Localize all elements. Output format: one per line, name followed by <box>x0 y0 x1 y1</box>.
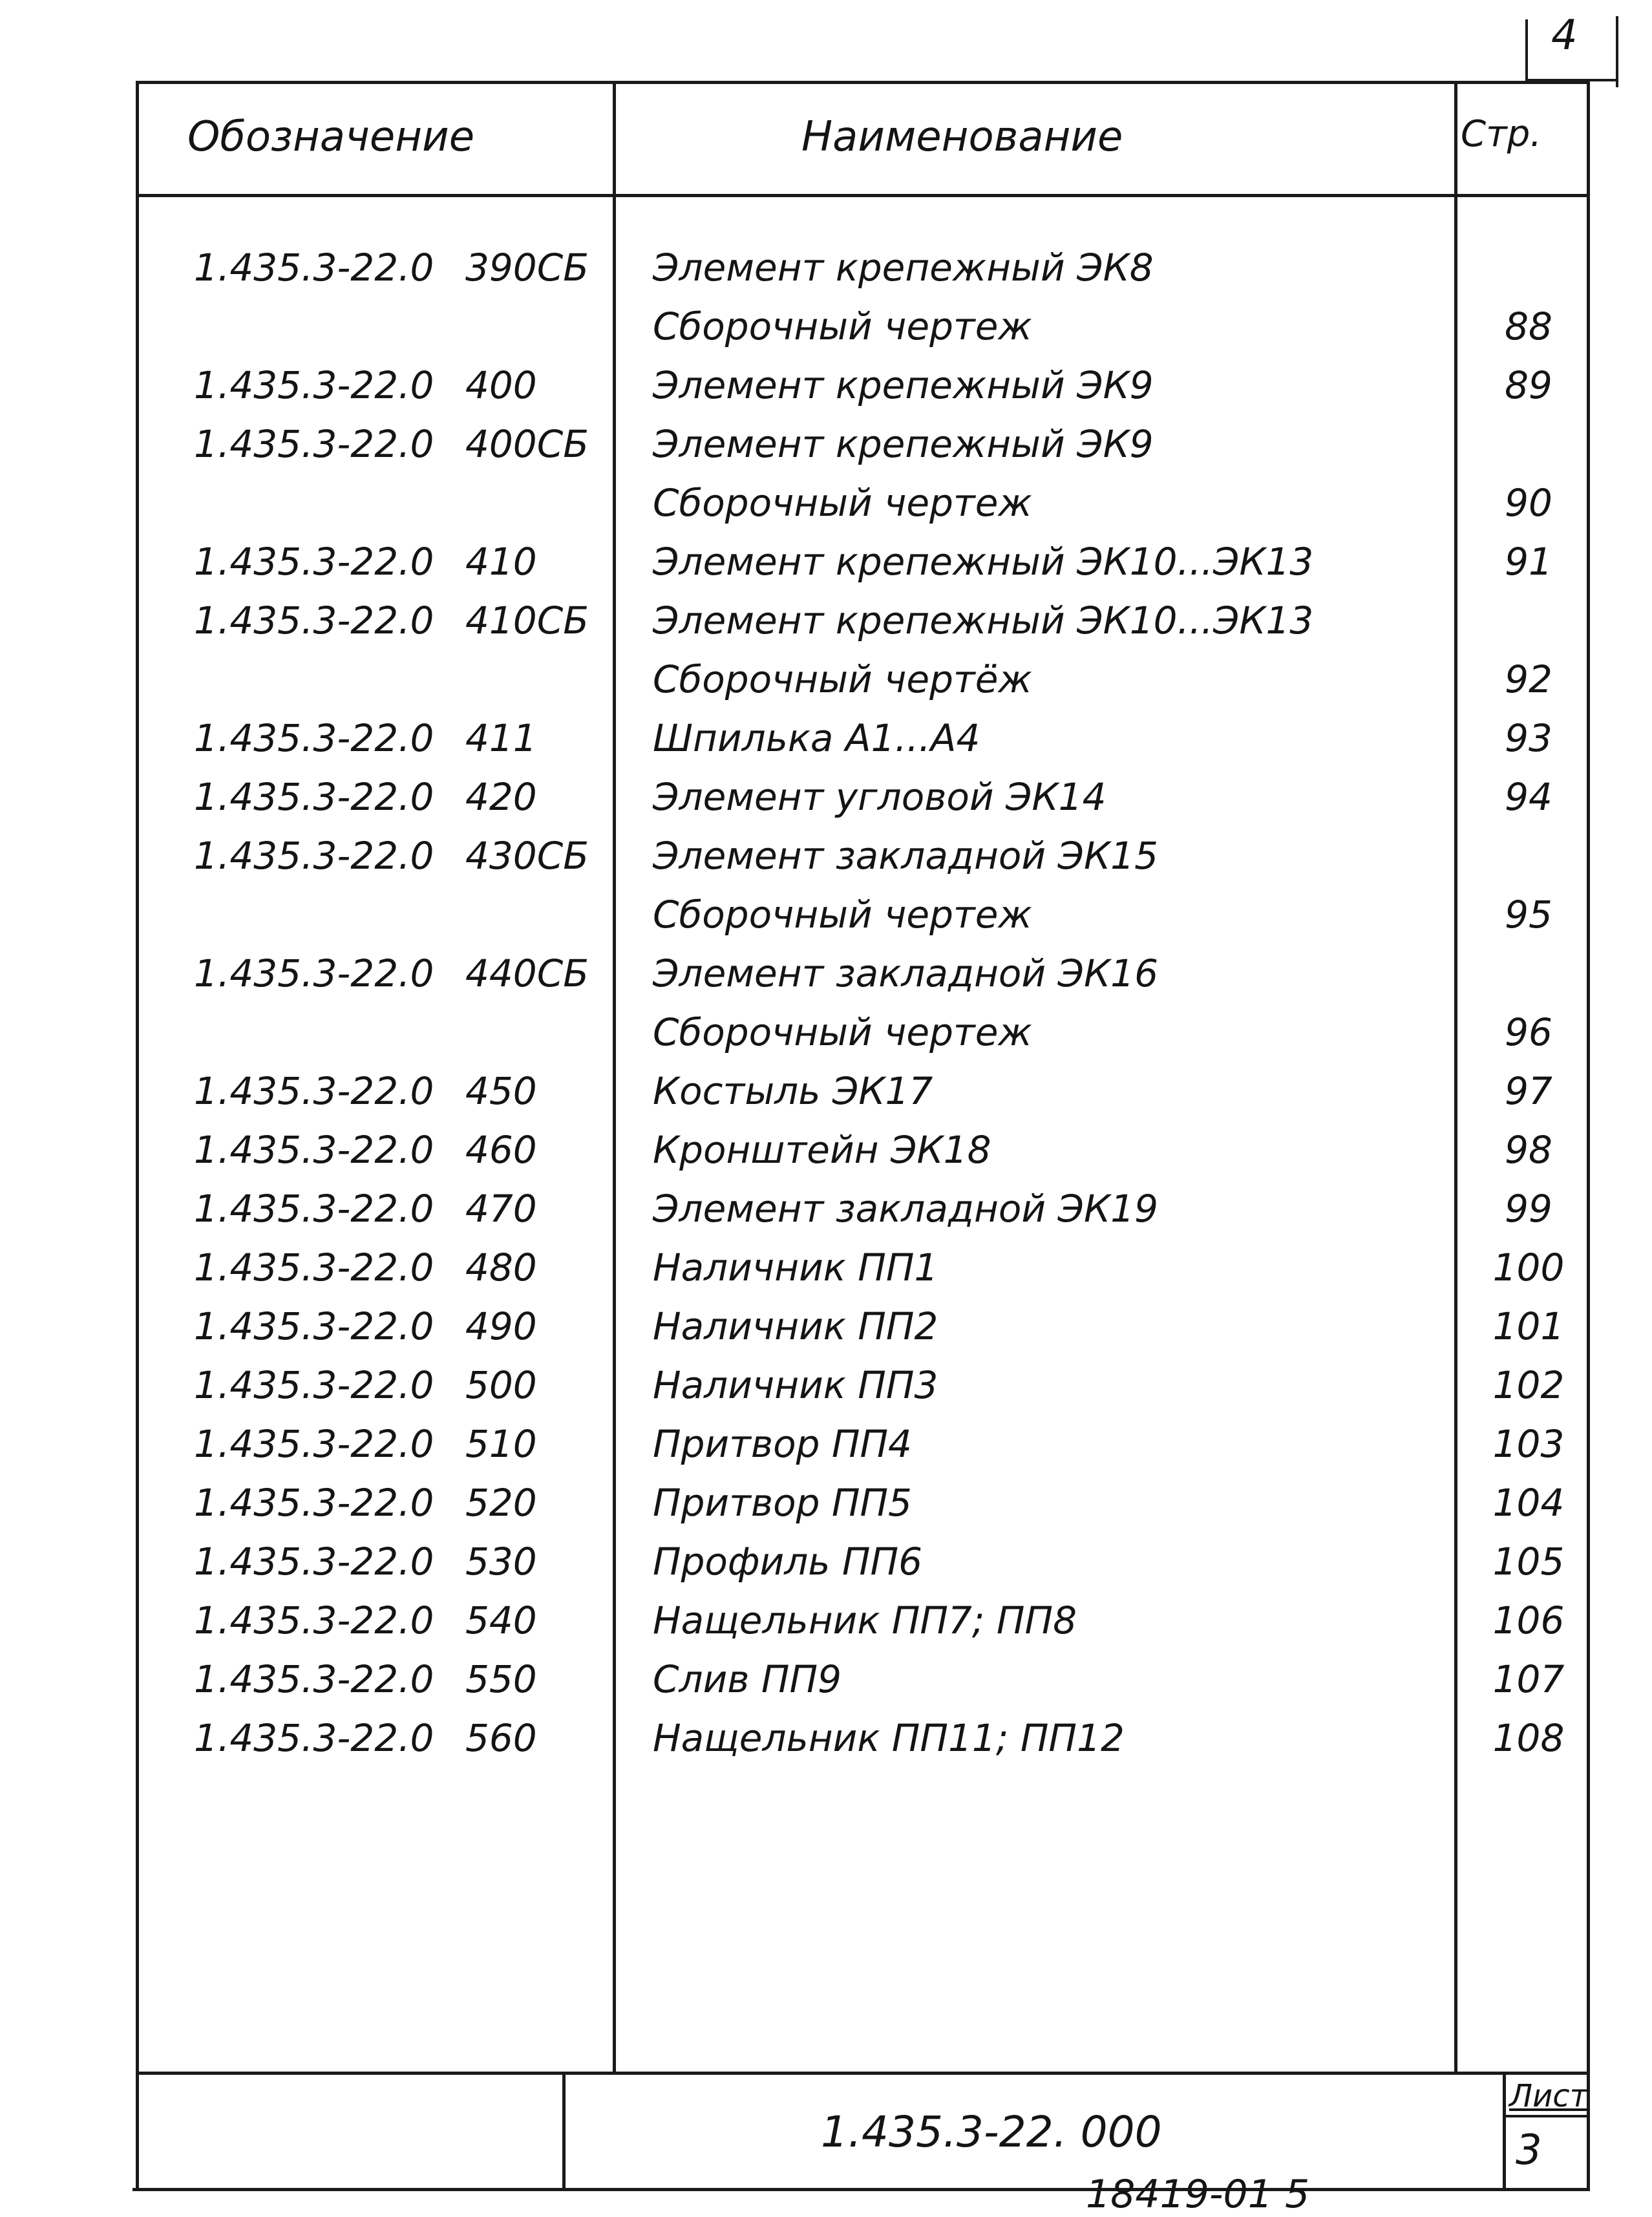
row-name: Притвор ПП4 <box>653 1422 912 1466</box>
row-name: Элемент крепежный ЭК10...ЭК13 <box>653 540 1314 584</box>
row-name: Профиль ПП6 <box>653 1540 923 1584</box>
row-designation-number: 470 <box>465 1187 537 1231</box>
row-name: Элемент закладной ЭК15 <box>653 834 1158 878</box>
row-designation-number: 510 <box>465 1422 537 1466</box>
row-page: 95 <box>1505 893 1552 937</box>
row-name: Элемент закладной ЭК16 <box>653 951 1158 995</box>
row-name: Слив ПП9 <box>653 1657 842 1701</box>
row-page: 100 <box>1492 1246 1565 1289</box>
row-designation-number: 400 <box>465 363 537 407</box>
row-page: 90 <box>1505 481 1552 525</box>
row-name: Наличник ПП2 <box>653 1304 938 1348</box>
row-name: Сборочный чертеж <box>653 481 1032 525</box>
row-designation-code: 1.435.3-22.0 <box>194 1246 434 1289</box>
row-name: Притвор ПП5 <box>653 1481 912 1525</box>
row-designation-number: 500 <box>465 1363 537 1407</box>
row-page: 107 <box>1492 1657 1565 1701</box>
header-name: Наименование <box>801 113 1123 161</box>
row-page: 88 <box>1505 304 1552 348</box>
row-designation-number: 440СБ <box>465 951 589 995</box>
row-designation-code: 1.435.3-22.0 <box>194 1657 434 1701</box>
row-designation-number: 540 <box>465 1598 537 1642</box>
row-designation-code: 1.435.3-22.0 <box>194 1069 434 1113</box>
row-designation-code: 1.435.3-22.0 <box>194 1422 434 1466</box>
row-page: 97 <box>1505 1069 1552 1113</box>
row-page: 108 <box>1492 1716 1565 1760</box>
row-designation-number: 490 <box>465 1304 537 1348</box>
row-page: 96 <box>1505 1010 1552 1054</box>
row-designation-code: 1.435.3-22.0 <box>194 599 434 642</box>
row-page: 99 <box>1505 1187 1552 1231</box>
row-designation-code: 1.435.3-22.0 <box>194 363 434 407</box>
row-designation-number: 400СБ <box>465 422 589 466</box>
row-name: Сборочный чертеж <box>653 1010 1032 1054</box>
sheet-number: 4 <box>1551 12 1578 59</box>
row-designation-code: 1.435.3-22.0 <box>194 1363 434 1407</box>
row-name: Элемент крепежный ЭК9 <box>653 422 1154 466</box>
row-page: 89 <box>1505 363 1552 407</box>
row-page: 92 <box>1505 657 1552 701</box>
row-name: Костыль ЭК17 <box>653 1069 933 1113</box>
row-designation-number: 430СБ <box>465 834 589 878</box>
row-name: Сборочный чертёж <box>653 657 1032 701</box>
row-name: Сборочный чертеж <box>653 893 1032 937</box>
header-page: Стр. <box>1461 113 1542 155</box>
row-designation-number: 480 <box>465 1246 537 1289</box>
row-designation-code: 1.435.3-22.0 <box>194 1187 434 1231</box>
row-page: 93 <box>1505 716 1552 760</box>
row-page: 104 <box>1492 1481 1565 1525</box>
row-designation-code: 1.435.3-22.0 <box>194 540 434 584</box>
row-designation-number: 460 <box>465 1128 537 1172</box>
row-name: Элемент крепежный ЭК9 <box>653 363 1154 407</box>
row-designation-code: 1.435.3-22.0 <box>194 775 434 819</box>
row-name: Нащельник ПП11; ПП12 <box>653 1716 1125 1760</box>
row-name: Элемент крепежный ЭК10...ЭК13 <box>653 599 1314 642</box>
row-designation-code: 1.435.3-22.0 <box>194 1540 434 1584</box>
row-name: Наличник ПП3 <box>653 1363 938 1407</box>
row-name: Наличник ПП1 <box>653 1246 938 1289</box>
row-designation-code: 1.435.3-22.0 <box>194 1716 434 1760</box>
row-page: 106 <box>1492 1598 1565 1642</box>
row-designation-number: 410СБ <box>465 599 589 642</box>
row-designation-code: 1.435.3-22.0 <box>194 834 434 878</box>
row-designation-number: 420 <box>465 775 537 819</box>
row-page: 103 <box>1492 1422 1565 1466</box>
row-designation-code: 1.435.3-22.0 <box>194 716 434 760</box>
row-page: 105 <box>1492 1540 1565 1584</box>
row-designation-code: 1.435.3-22.0 <box>194 246 434 290</box>
row-designation-number: 390СБ <box>465 246 589 290</box>
row-designation-code: 1.435.3-22.0 <box>194 422 434 466</box>
row-page: 98 <box>1505 1128 1552 1172</box>
row-designation-code: 1.435.3-22.0 <box>194 951 434 995</box>
row-name: Нащельник ПП7; ПП8 <box>653 1598 1077 1642</box>
header-designation: Обозначение <box>187 113 475 161</box>
row-name: Сборочный чертеж <box>653 304 1032 348</box>
archive-number: 18419-01 5 <box>1086 2172 1310 2217</box>
row-designation-number: 410 <box>465 540 537 584</box>
row-name: Элемент угловой ЭК14 <box>653 775 1107 819</box>
row-page: 102 <box>1492 1363 1565 1407</box>
row-designation-code: 1.435.3-22.0 <box>194 1304 434 1348</box>
row-designation-number: 560 <box>465 1716 537 1760</box>
row-name: Шпилька А1...А4 <box>653 716 980 760</box>
row-designation-number: 530 <box>465 1540 537 1584</box>
sheet-value: 3 <box>1516 2127 1542 2174</box>
row-name: Элемент крепежный ЭК8 <box>653 246 1154 290</box>
row-designation-number: 411 <box>465 716 537 760</box>
row-designation-code: 1.435.3-22.0 <box>194 1481 434 1525</box>
row-designation-number: 520 <box>465 1481 537 1525</box>
document-code: 1.435.3-22. 000 <box>821 2107 1162 2157</box>
row-designation-number: 450 <box>465 1069 537 1113</box>
row-page: 91 <box>1505 540 1552 584</box>
row-designation-code: 1.435.3-22.0 <box>194 1598 434 1642</box>
row-page: 94 <box>1505 775 1552 819</box>
row-page: 101 <box>1492 1304 1565 1348</box>
row-designation-code: 1.435.3-22.0 <box>194 1128 434 1172</box>
row-designation-number: 550 <box>465 1657 537 1701</box>
row-name: Кронштейн ЭК18 <box>653 1128 991 1172</box>
row-name: Элемент закладной ЭК19 <box>653 1187 1158 1231</box>
sheet-label: Лист <box>1509 2078 1588 2114</box>
